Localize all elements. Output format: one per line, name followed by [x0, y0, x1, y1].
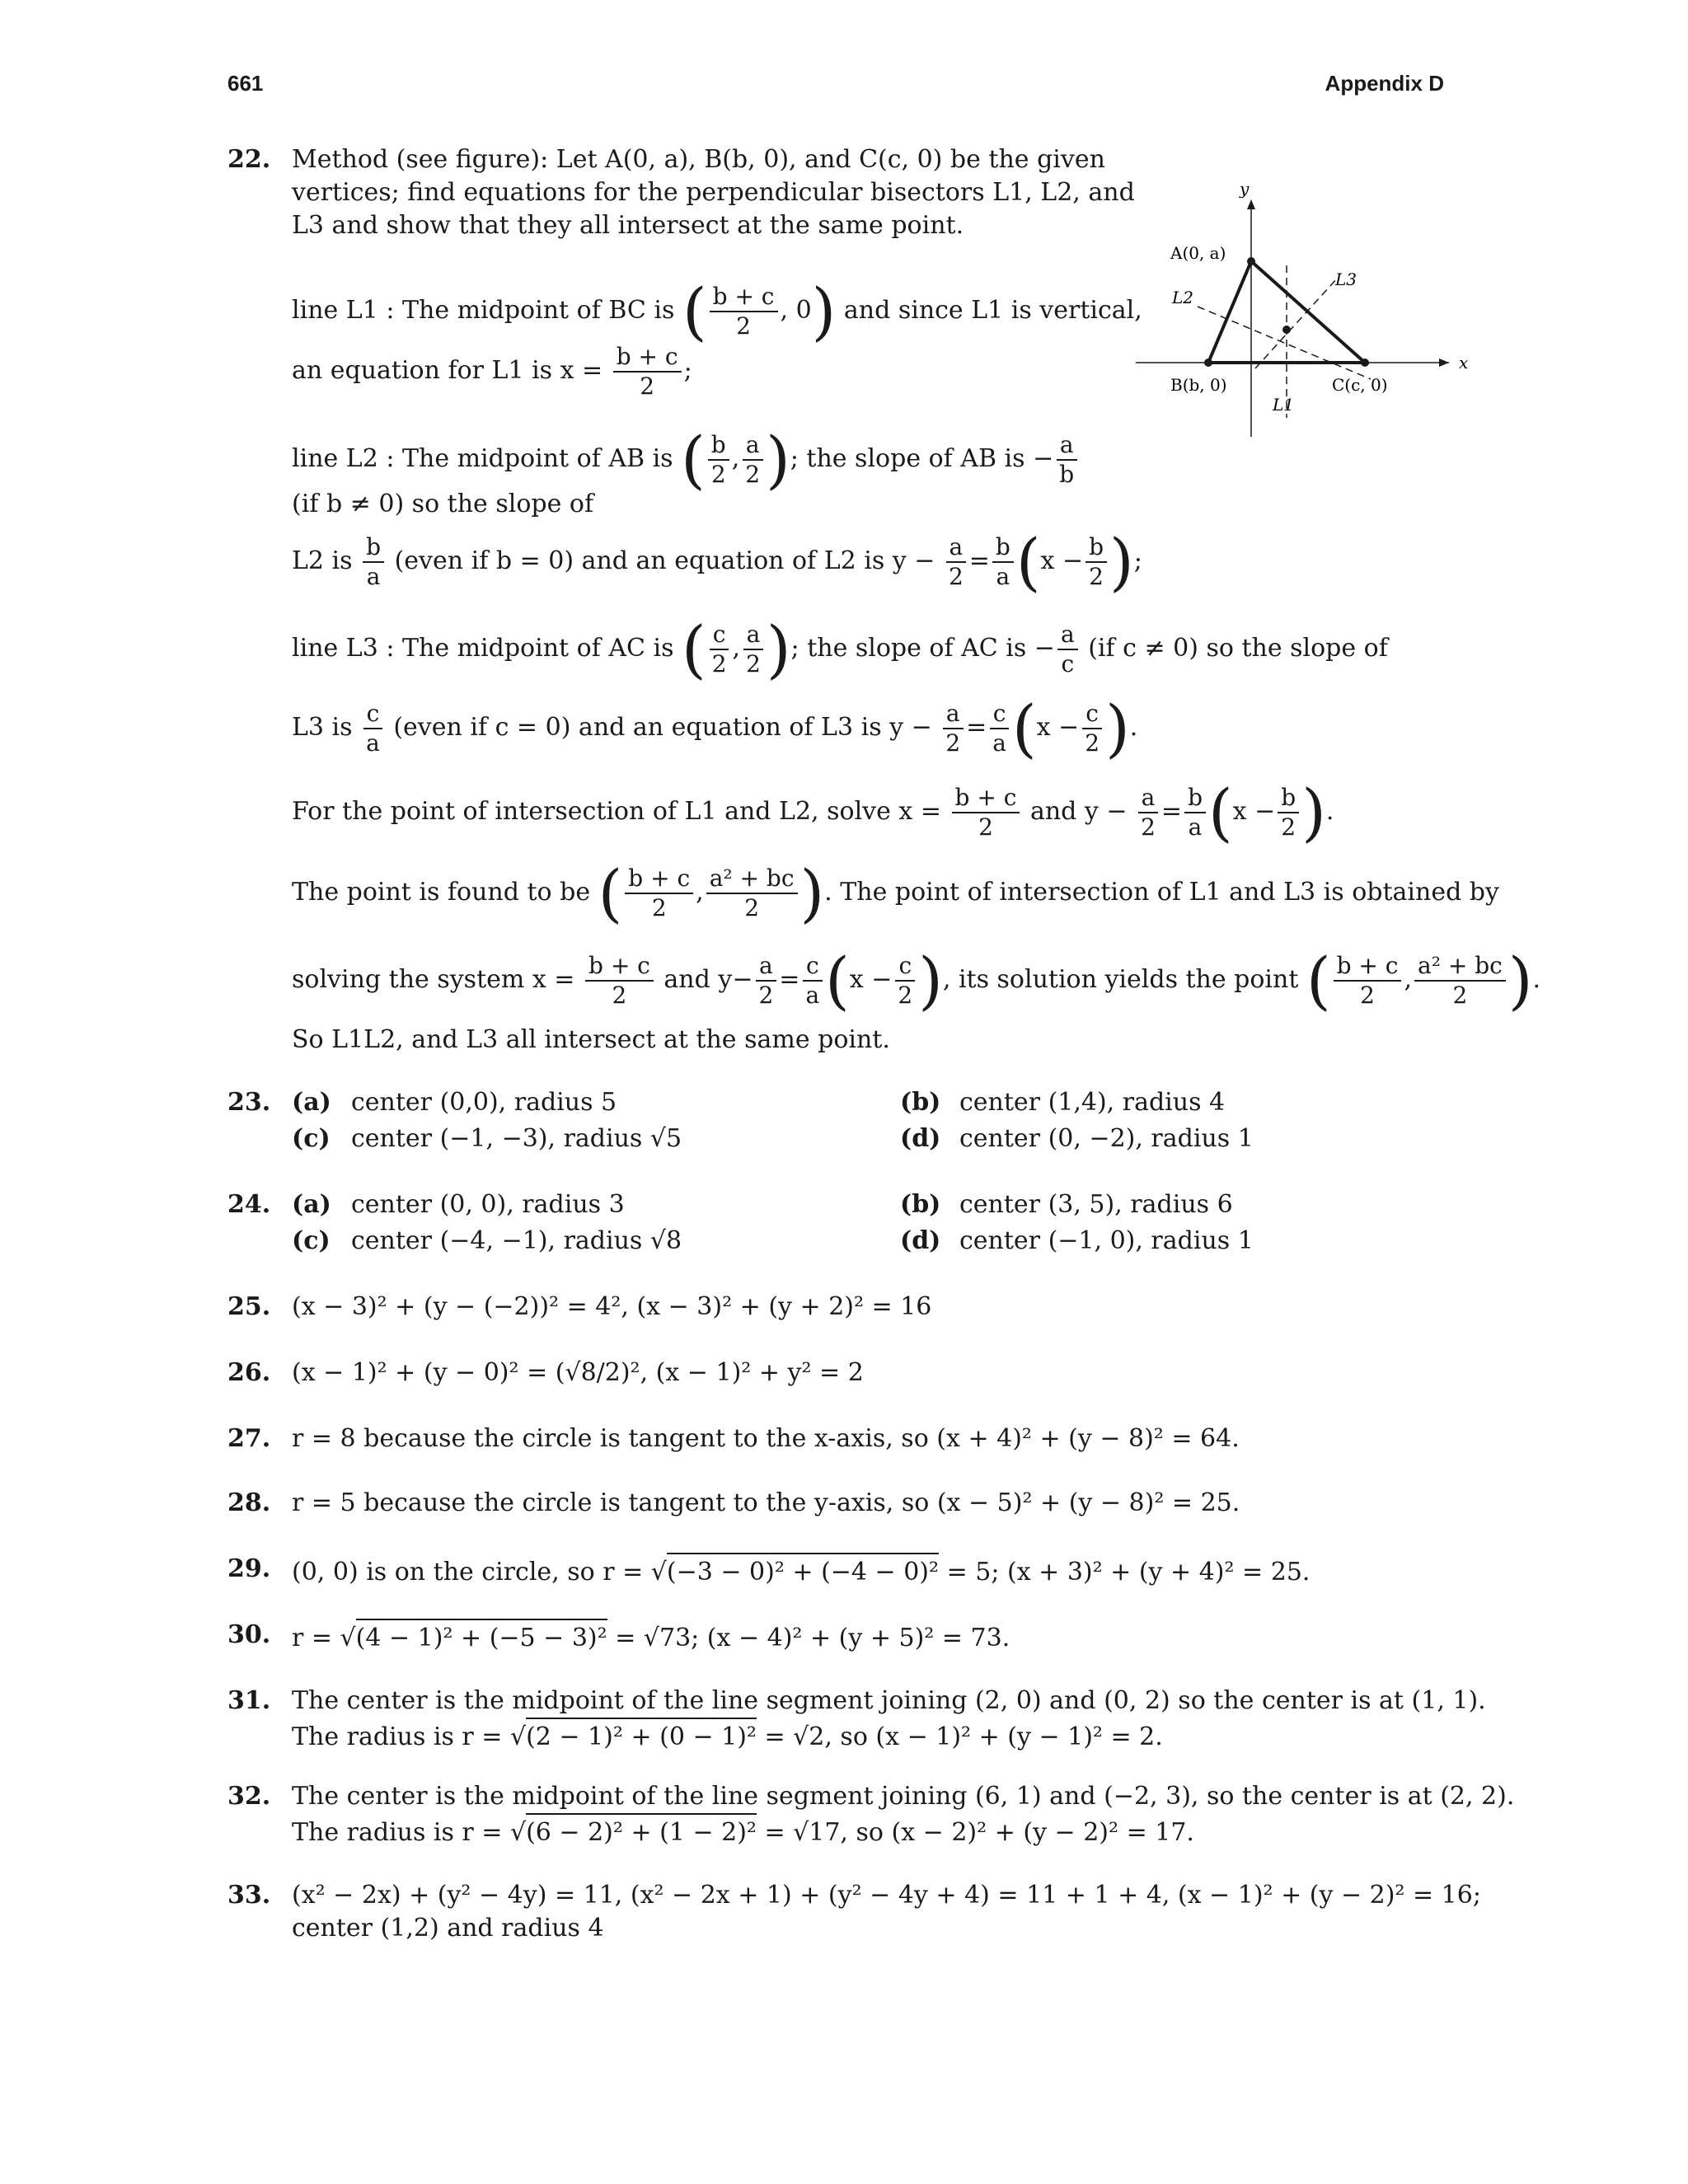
fraction: $\frac{b}{2}$ — [1278, 784, 1299, 841]
text: ; — [683, 356, 692, 385]
text: (if c ≠ 0) so the slope of — [1088, 634, 1388, 663]
option-text: center (1,4), radius 4 — [959, 1088, 1226, 1117]
problem-number: 22. — [227, 145, 271, 174]
y-axis-arrow — [1247, 199, 1255, 209]
option-label: (c) — [292, 1226, 331, 1255]
vertex-a — [1247, 257, 1255, 265]
fraction: $\frac{a}{2}$ — [755, 952, 776, 1010]
problem-body: r = √(4 − 1)² + (−5 − 3)² = √73; (x − 4)² + (y + 5)² = 73. — [292, 1619, 1010, 1655]
label-l1: L1 — [1273, 395, 1295, 415]
option-label: (b) — [900, 1088, 941, 1117]
fraction: $\frac{b + c}{2}$ — [625, 865, 693, 922]
fraction: $\frac{c}{a}$ — [989, 700, 1010, 757]
intro-line: vertices; find equations for the perpendicular bisectors L1, L2, and — [292, 178, 1135, 207]
option-label: (a) — [292, 1190, 331, 1219]
triangle-figure — [1136, 179, 1469, 438]
paren: ) — [811, 274, 837, 348]
text: , its solution yields the point — [942, 965, 1299, 994]
option-text: center (−4, −1), radius √8 — [351, 1226, 682, 1255]
fraction: $\frac{b + c}{2}$ — [710, 283, 778, 340]
text: For the point of intersection of L1 and L2, solve x = — [292, 797, 941, 826]
fraction: $\frac{a}{2}$ — [1137, 784, 1159, 841]
problem-number: 32. — [227, 1782, 271, 1811]
option-label: (c) — [292, 1124, 331, 1153]
text-line: center (1,2) and radius 4 — [292, 1914, 604, 1943]
fraction: $\frac{c}{a}$ — [802, 952, 823, 1010]
paren: ) — [1301, 776, 1326, 849]
text-line: The center is the midpoint of the line segment joining (2, 0) and (0, 2) so the center is at (1, 1). — [292, 1686, 1486, 1715]
paren: ) — [766, 423, 790, 496]
problem-number: 24. — [227, 1190, 271, 1219]
paren: ) — [918, 944, 943, 1017]
fraction: $\frac{\text{a² + bc}}{2}$ — [1414, 952, 1506, 1010]
radicand: (−3 − 0)² + (−4 − 0)² — [667, 1553, 939, 1589]
text: L2 is — [292, 546, 353, 575]
text: The point is found to be — [292, 878, 591, 907]
problem-body: r = 8 because the circle is tangent to the x-axis, so (x + 4)² + (y − 8)² = 64. — [292, 1424, 1240, 1453]
fraction: $\frac{c}{2}$ — [709, 621, 730, 678]
paren: ( — [682, 274, 707, 348]
paren: ) — [799, 856, 825, 930]
paren: ( — [1015, 525, 1041, 598]
option-text: center (0,0), radius 5 — [351, 1088, 617, 1117]
fraction: $\frac{c}{a}$ — [363, 700, 383, 757]
text: ; the slope of AC is − — [790, 634, 1055, 663]
paren: ) — [1507, 944, 1533, 1017]
vertex-b — [1204, 359, 1212, 367]
problem-number: 31. — [227, 1686, 271, 1715]
fraction: $\frac{b + c}{2}$ — [585, 952, 654, 1010]
x-axis-label: x — [1459, 353, 1469, 373]
paren: ( — [1306, 944, 1331, 1017]
fraction: $\frac{a}{2}$ — [742, 431, 763, 489]
text: an equation for L1 is x = — [292, 356, 603, 385]
problem-body: (0, 0) is on the circle, so r = √(−3 − 0)² + (−4 − 0)² = 5; (x + 3)² + (y + 4)² = 25. — [292, 1553, 1310, 1589]
paren: ) — [1105, 691, 1130, 765]
text: line L3 : The midpoint of AC is — [292, 634, 674, 663]
label-l3: L3 — [1335, 269, 1357, 289]
option-text: center (−1, −3), radius √5 — [351, 1124, 682, 1153]
fraction: $\frac{a}{2}$ — [945, 533, 967, 591]
fraction: $\frac{c}{2}$ — [894, 952, 916, 1010]
paren: ( — [1011, 691, 1037, 765]
intro-line: Method (see figure): Let A(0, a), B(b, 0), and C(c, 0) be the given — [292, 145, 1105, 174]
text: . The point of intersection of L1 and L3 is obtained by — [824, 878, 1499, 907]
paren: ( — [681, 423, 706, 496]
fraction: $\frac{a}{2}$ — [942, 700, 964, 757]
text: solving the system x = — [292, 965, 575, 994]
problem-number: 33. — [227, 1881, 271, 1910]
problem-body: (x − 1)² + (y − 0)² = (√8/2)², (x − 1)² + y² = 2 — [292, 1358, 864, 1387]
paren: ( — [598, 856, 623, 930]
option-label: (a) — [292, 1088, 331, 1117]
fraction: $\frac{b}{2}$ — [708, 431, 729, 489]
fraction: $\frac{b}{a}$ — [1184, 784, 1206, 841]
problem-number: 28. — [227, 1488, 271, 1517]
paren: ( — [682, 612, 706, 686]
fraction: $\frac{b}{2}$ — [1085, 533, 1107, 591]
fraction: $\frac{a}{2}$ — [743, 621, 764, 678]
fraction: $\frac{b + c}{2}$ — [613, 343, 682, 401]
paren: ( — [825, 944, 850, 1017]
vertex-c — [1361, 359, 1369, 367]
label-a: A(0, a) — [1170, 243, 1226, 263]
problem-body: The center is the midpoint of the line segment joining (2, 0) and (0, 2) so the center is at (1, 1). The radius is r = √(2 − 1)² + (0 − 1)² = √2, so (x − 1)² + (y − 1)² = 2. — [292, 1685, 1486, 1754]
paren: ) — [1109, 525, 1134, 598]
conclusion: So L1L2, and L3 all intersect at the same point. — [292, 1025, 890, 1054]
radicand: (2 − 1)² + (0 − 1)² — [526, 1718, 757, 1754]
fraction: $\frac{a}{b}$ — [1056, 431, 1077, 489]
text: , 0 — [780, 296, 812, 325]
radicand: (4 − 1)² + (−5 − 3)² — [356, 1619, 607, 1655]
section-title: Appendix D — [1325, 71, 1444, 96]
problem-body — [292, 1879, 1481, 1945]
option-label: (d) — [900, 1124, 941, 1153]
text-line: (x² − 2x) + (y² − 4y) = 11, (x² − 2x + 1) + (y² − 4y + 4) = 11 + 1 + 4, (x − 1)² + (y − 2)² = 16; — [292, 1881, 1481, 1910]
intro-line: L3 and show that they all intersect at the same point. — [292, 211, 964, 240]
fraction: $\frac{b + c}{2}$ — [952, 784, 1020, 841]
y-axis-label: y — [1240, 179, 1250, 199]
problem-body — [292, 143, 1135, 242]
bisector-l3 — [1255, 278, 1338, 368]
text: and y − — [1029, 797, 1128, 826]
label-c: C(c, 0) — [1332, 375, 1388, 395]
problem-number: 27. — [227, 1424, 271, 1453]
fraction: $\frac{b + c}{2}$ — [1334, 952, 1402, 1010]
label-b: B(b, 0) — [1170, 375, 1227, 395]
fraction: $\frac{\text{a² + bc}}{2}$ — [706, 865, 798, 922]
text: and y− — [663, 965, 753, 994]
text: (even if c = 0) and an equation of L3 is y − — [393, 713, 932, 742]
intersection-point — [1282, 326, 1291, 334]
problem-body: (x − 3)² + (y − (−2))² = 4², (x − 3)² + (y + 2)² = 16 — [292, 1292, 932, 1321]
text: line L1 : The midpoint of BC is — [292, 296, 675, 325]
text: (if b ≠ 0) so the slope of — [292, 490, 594, 518]
paren: ) — [766, 612, 791, 686]
text-line: The center is the midpoint of the line segment joining (6, 1) and (−2, 3), so the center is at (2, 2). — [292, 1782, 1515, 1811]
paren: ( — [1208, 776, 1233, 849]
fraction: $\frac{b}{a}$ — [992, 533, 1014, 591]
fraction: $\frac{a}{c}$ — [1057, 621, 1078, 678]
text: ; the slope of AB is − — [790, 444, 1054, 473]
option-text: center (0, 0), radius 3 — [351, 1190, 625, 1219]
label-l2: L2 — [1172, 288, 1194, 307]
problem-24 — [227, 1188, 1464, 1254]
text: L3 is — [292, 713, 353, 742]
page-number: 661 — [227, 71, 264, 96]
fraction: $\frac{b}{a}$ — [363, 533, 384, 591]
fraction: $\frac{c}{2}$ — [1081, 700, 1103, 757]
option-text: center (0, −2), radius 1 — [959, 1124, 1254, 1153]
problem-number: 30. — [227, 1620, 271, 1649]
option-label: (b) — [900, 1190, 941, 1219]
option-text: center (3, 5), radius 6 — [959, 1190, 1233, 1219]
radicand: (6 − 2)² + (1 − 2)² — [526, 1813, 757, 1849]
text: and since L1 is vertical, — [843, 296, 1142, 325]
text: (even if b = 0) and an equation of L2 is y − — [394, 546, 935, 575]
problem-number: 25. — [227, 1292, 271, 1321]
text: line L2 : The midpoint of AB is — [292, 444, 673, 473]
x-axis-arrow — [1439, 359, 1449, 367]
problem-body: r = 5 because the circle is tangent to the y-axis, so (x − 5)² + (y − 8)² = 25. — [292, 1488, 1240, 1517]
problem-23 — [227, 1086, 1464, 1152]
problem-number: 23. — [227, 1088, 271, 1117]
problem-number: 29. — [227, 1554, 271, 1583]
option-text: center (−1, 0), radius 1 — [959, 1226, 1254, 1255]
problem-body: The center is the midpoint of the line segment joining (6, 1) and (−2, 3), so the center is at (2, 2). The radius is r = √(6 − 2)² + (1 − 2)² = √17, so (x − 2)² + (y − 2)² = 17. — [292, 1780, 1514, 1849]
option-label: (d) — [900, 1226, 941, 1255]
problem-number: 26. — [227, 1358, 271, 1387]
